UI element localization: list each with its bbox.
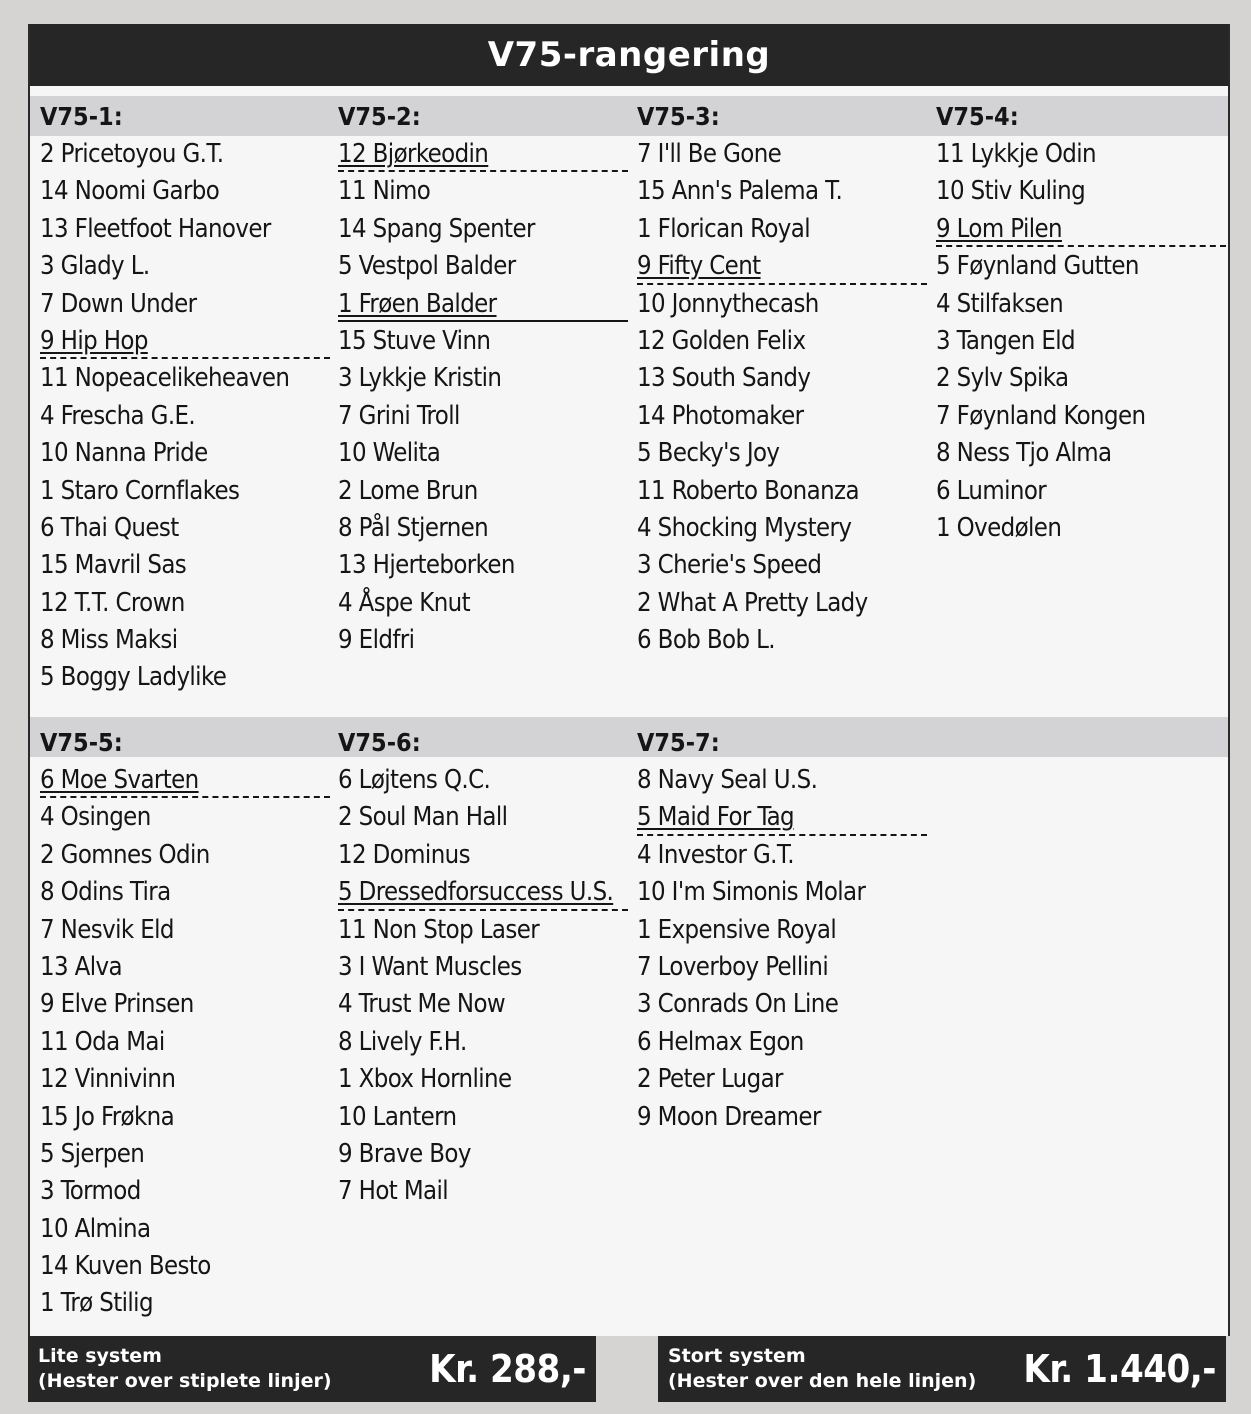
horse-name: 2 Sylv Spika <box>936 363 1069 394</box>
horse-name: 14 Noomi Garbo <box>40 176 220 207</box>
horse-name: 2 Gomnes Odin <box>40 839 210 870</box>
horse-name: 1 Frøen Balder <box>338 288 497 319</box>
horse-entry <box>40 248 330 285</box>
horse-entry <box>40 1285 330 1322</box>
horse-name: 5 Dressedforsuccess U.S. <box>338 877 614 908</box>
horse-name: 6 Helmax Egon <box>637 1026 804 1057</box>
horse-entry <box>637 398 927 435</box>
horse-name: 2 Soul Man Hall <box>338 802 508 833</box>
horse-name: 1 Staro Cornflakes <box>40 475 240 506</box>
small-system-price: Kr. 288,- <box>429 1347 586 1391</box>
horse-name: 14 Spang Spenter <box>338 213 535 244</box>
horse-name: 9 Lom Pilen <box>936 213 1062 244</box>
page-title: V75-rangering <box>30 24 1228 86</box>
horse-name: 9 Elve Prinsen <box>40 989 194 1020</box>
horse-name: 13 Fleetfoot Hanover <box>40 213 271 244</box>
horse-entry <box>40 323 330 360</box>
horse-entry <box>338 622 628 659</box>
horse-name: 4 Stilfaksen <box>936 288 1064 319</box>
horse-name: 7 Føynland Kongen <box>936 400 1146 431</box>
horse-entry <box>40 398 330 435</box>
horse-list <box>40 762 330 1323</box>
horse-name: 9 Moon Dreamer <box>637 1101 821 1132</box>
race-column-3 <box>637 96 927 659</box>
horse-entry <box>637 622 927 659</box>
horse-name: 5 Føynland Gutten <box>936 251 1139 282</box>
horse-entry <box>40 547 330 584</box>
horse-name: 2 Pricetoyou G.T. <box>40 139 224 169</box>
horse-name: 7 Loverboy Pellini <box>637 951 829 982</box>
horse-name: 10 Welita <box>338 438 441 469</box>
race-label: V75-6: <box>338 728 421 757</box>
horse-name: 12 Vinnivinn <box>40 1064 176 1095</box>
horse-name: 7 Down Under <box>40 288 197 319</box>
horse-entry <box>338 1136 628 1173</box>
horse-name: 11 Nimo <box>338 176 431 207</box>
horse-entry <box>40 360 330 397</box>
horse-name: 12 T.T. Crown <box>40 587 185 618</box>
horse-entry <box>637 1024 927 1061</box>
horse-name: 13 Alva <box>40 951 122 982</box>
horse-name: 3 Tormod <box>40 1176 141 1207</box>
horse-entry <box>40 622 330 659</box>
horse-name: 3 Conrads On Line <box>637 989 839 1020</box>
horse-name: 10 Stiv Kuling <box>936 176 1086 207</box>
race-label: V75-2: <box>338 102 421 131</box>
small-system-note: (Hester over stiplete linjer) <box>38 1370 332 1392</box>
horse-name: 15 Ann's Palema T. <box>637 176 843 207</box>
horse-name: 7 I'll Be Gone <box>637 139 782 169</box>
horse-name: 4 Osingen <box>40 802 151 833</box>
horse-name: 3 Cherie's Speed <box>637 550 822 581</box>
large-system-title: Stort system <box>668 1345 806 1367</box>
race-label: V75-1: <box>40 102 123 131</box>
horse-name: 9 Eldfri <box>338 625 415 656</box>
horse-entry <box>637 986 927 1023</box>
horse-entry <box>637 762 927 799</box>
horse-name: 15 Mavril Sas <box>40 550 187 581</box>
horse-entry <box>40 211 330 248</box>
horse-entry <box>936 248 1226 285</box>
horse-entry <box>637 136 927 173</box>
horse-entry <box>936 435 1226 472</box>
horse-entry <box>40 473 330 510</box>
horse-entry <box>338 323 628 360</box>
horse-name: 6 Thai Quest <box>40 512 179 543</box>
horse-name: 3 I Want Muscles <box>338 951 522 982</box>
horse-entry <box>338 949 628 986</box>
horse-entry <box>338 1099 628 1136</box>
horse-entry <box>40 1136 330 1173</box>
horse-entry <box>40 510 330 547</box>
horse-name: 8 Miss Maksi <box>40 625 178 656</box>
race-column-7 <box>637 722 927 1136</box>
horse-name: 6 Bob Bob L. <box>637 625 775 656</box>
horse-name: 10 Lantern <box>338 1101 457 1132</box>
race-column-4 <box>936 96 1226 547</box>
horse-name: 3 Glady L. <box>40 251 150 282</box>
horse-name: 11 Lykkje Odin <box>936 139 1096 169</box>
horse-entry <box>40 136 330 173</box>
horse-name: 12 Dominus <box>338 839 470 870</box>
horse-name: 5 Maid For Tag <box>637 802 795 833</box>
horse-name: 12 Golden Felix <box>637 325 806 356</box>
horse-name: 4 Shocking Mystery <box>637 512 852 543</box>
horse-name: 7 Hot Mail <box>338 1176 449 1207</box>
horse-name: 8 Lively F.H. <box>338 1026 467 1057</box>
horse-name: 5 Becky's Joy <box>637 438 780 469</box>
horse-entry <box>40 949 330 986</box>
horse-name: 1 Xbox Hornline <box>338 1064 512 1095</box>
small-system-title: Lite system <box>38 1345 162 1367</box>
horse-name: 1 Ovedølen <box>936 512 1062 543</box>
horse-name: 1 Expensive Royal <box>637 914 837 945</box>
horse-list <box>637 762 927 1136</box>
horse-name: 8 Odins Tira <box>40 877 171 908</box>
horse-name: 3 Lykkje Kristin <box>338 363 502 394</box>
horse-entry <box>637 286 927 323</box>
horse-entry <box>40 837 330 874</box>
horse-entry <box>40 912 330 949</box>
horse-entry <box>40 874 330 911</box>
horse-entry <box>338 398 628 435</box>
horse-name: 10 Jonnythecash <box>637 288 819 319</box>
horse-name: 6 Løjtens Q.C. <box>338 765 491 795</box>
horse-entry <box>40 1099 330 1136</box>
horse-name: 8 Ness Tjo Alma <box>936 438 1112 469</box>
horse-entry <box>338 547 628 584</box>
large-system-note: (Hester over den hele linjen) <box>668 1370 977 1392</box>
horse-entry <box>338 912 628 949</box>
horse-name: 15 Jo Frøkna <box>40 1101 175 1132</box>
horse-entry <box>40 1173 330 1210</box>
horse-name: 13 South Sandy <box>637 363 811 394</box>
horse-entry <box>338 585 628 622</box>
race-column-6 <box>338 722 628 1211</box>
horse-name: 11 Roberto Bonanza <box>637 475 859 506</box>
horse-name: 8 Navy Seal U.S. <box>637 765 818 795</box>
horse-name: 4 Åspe Knut <box>338 587 471 618</box>
horse-entry <box>637 360 927 397</box>
horse-name: 2 Peter Lugar <box>637 1064 783 1095</box>
horse-entry <box>40 1248 330 1285</box>
race-column-1 <box>40 96 330 697</box>
horse-name: 1 Trø Stilig <box>40 1288 153 1319</box>
horse-entry <box>338 510 628 547</box>
horse-entry <box>637 1099 927 1136</box>
horse-entry <box>338 136 628 173</box>
race-label: V75-4: <box>936 102 1019 131</box>
horse-entry <box>936 136 1226 173</box>
horse-entry <box>637 323 927 360</box>
horse-entry <box>936 473 1226 510</box>
horse-list <box>40 136 330 697</box>
horse-entry <box>637 874 927 911</box>
horse-list <box>338 762 628 1211</box>
horse-entry <box>338 248 628 285</box>
horse-name: 14 Kuven Besto <box>40 1251 211 1282</box>
horse-name: 10 Nanna Pride <box>40 438 208 469</box>
horse-list <box>338 136 628 659</box>
horse-name: 9 Fifty Cent <box>637 251 761 282</box>
horse-name: 13 Hjerteborken <box>338 550 515 581</box>
horse-entry <box>40 659 330 696</box>
horse-entry <box>338 986 628 1023</box>
horse-entry <box>338 173 628 210</box>
horse-entry <box>637 248 927 285</box>
horse-name: 6 Luminor <box>936 475 1047 506</box>
horse-entry <box>338 286 628 323</box>
horse-entry <box>936 173 1226 210</box>
horse-entry <box>40 585 330 622</box>
horse-entry <box>637 912 927 949</box>
horse-name: 15 Stuve Vinn <box>338 325 491 356</box>
horse-entry <box>637 547 927 584</box>
horse-name: 14 Photomaker <box>637 400 804 431</box>
horse-entry <box>338 360 628 397</box>
horse-entry <box>40 173 330 210</box>
horse-entry <box>40 799 330 836</box>
horse-entry <box>338 1024 628 1061</box>
horse-list <box>637 136 927 659</box>
horse-entry <box>637 510 927 547</box>
race-label: V75-5: <box>40 728 123 757</box>
horse-entry <box>637 799 927 836</box>
horse-entry <box>40 986 330 1023</box>
race-column-5 <box>40 722 330 1323</box>
horse-entry <box>637 473 927 510</box>
horse-name: 1 Florican Royal <box>637 213 811 244</box>
horse-entry <box>338 211 628 248</box>
horse-entry <box>637 435 927 472</box>
horse-name: 8 Pål Stjernen <box>338 512 489 543</box>
large-system-price: Kr. 1.440,- <box>1023 1347 1216 1391</box>
horse-entry <box>338 837 628 874</box>
horse-entry <box>936 323 1226 360</box>
horse-entry <box>338 1061 628 1098</box>
horse-entry <box>936 211 1226 248</box>
horse-entry <box>637 585 927 622</box>
large-system-footer <box>658 1336 1226 1402</box>
horse-name: 12 Bjørkeodin <box>338 139 489 169</box>
horse-name: 6 Moe Svarten <box>40 765 199 795</box>
horse-entry <box>40 1024 330 1061</box>
horse-name: 2 Lome Brun <box>338 475 478 506</box>
horse-entry <box>40 1211 330 1248</box>
race-label: V75-7: <box>637 728 720 757</box>
horse-name: 5 Sjerpen <box>40 1138 145 1169</box>
horse-entry <box>338 799 628 836</box>
v75-ranking-box <box>28 24 1230 1336</box>
horse-name: 11 Non Stop Laser <box>338 914 540 945</box>
horse-name: 10 Almina <box>40 1213 151 1244</box>
horse-list <box>936 136 1226 547</box>
race-label: V75-3: <box>637 102 720 131</box>
horse-entry <box>40 435 330 472</box>
horse-entry <box>338 874 628 911</box>
horse-entry <box>338 762 628 799</box>
horse-entry <box>338 435 628 472</box>
race-column-2 <box>338 96 628 659</box>
horse-entry <box>936 286 1226 323</box>
horse-name: 10 I'm Simonis Molar <box>637 877 866 908</box>
horse-entry <box>40 286 330 323</box>
horse-name: 11 Nopeacelikeheaven <box>40 363 290 394</box>
horse-name: 4 Investor G.T. <box>637 839 794 870</box>
horse-name: 4 Frescha G.E. <box>40 400 196 431</box>
horse-name: 7 Grini Troll <box>338 400 460 431</box>
horse-entry <box>936 398 1226 435</box>
horse-name: 9 Brave Boy <box>338 1138 471 1169</box>
horse-name: 5 Vestpol Balder <box>338 251 516 282</box>
horse-name: 5 Boggy Ladylike <box>40 662 227 693</box>
horse-name: 11 Oda Mai <box>40 1026 165 1057</box>
horse-entry <box>936 510 1226 547</box>
horse-name: 4 Trust Me Now <box>338 989 506 1020</box>
horse-name: 3 Tangen Eld <box>936 325 1076 356</box>
horse-entry <box>637 211 927 248</box>
horse-name: 2 What A Pretty Lady <box>637 587 868 618</box>
horse-name: 7 Nesvik Eld <box>40 914 174 945</box>
horse-name: 9 Hip Hop <box>40 325 148 356</box>
horse-entry <box>40 1061 330 1098</box>
horse-entry <box>637 173 927 210</box>
horse-entry <box>637 949 927 986</box>
horse-entry <box>338 473 628 510</box>
small-system-footer <box>28 1336 596 1402</box>
horse-entry <box>936 360 1226 397</box>
horse-entry <box>637 837 927 874</box>
horse-entry <box>637 1061 927 1098</box>
horse-entry <box>40 762 330 799</box>
horse-entry <box>338 1173 628 1210</box>
